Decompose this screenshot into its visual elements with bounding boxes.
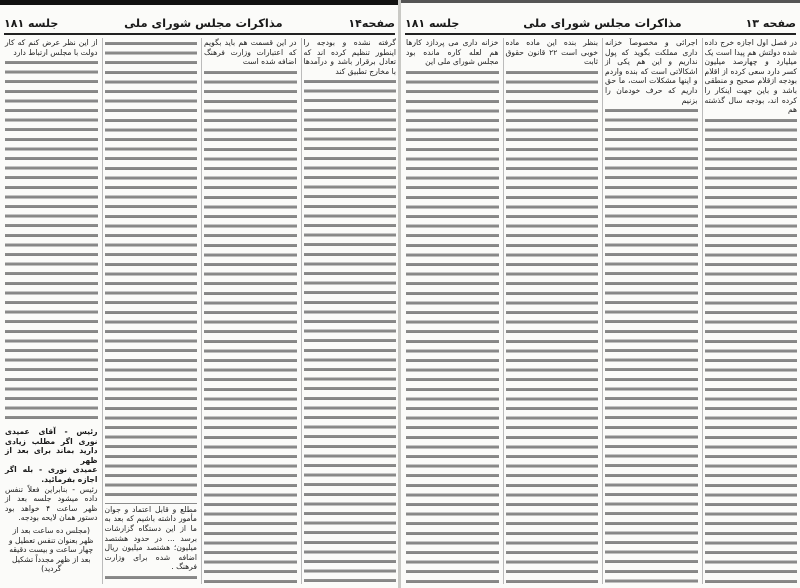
publication-title: مذاکرات مجلس شورای ملی <box>124 16 283 30</box>
text-column-3 <box>102 38 198 584</box>
text-column-4 <box>3 38 98 584</box>
speaker-line: عمیدی نوری - بله اگر اجازه بفرمائید. <box>5 465 98 485</box>
text-column-4 <box>404 38 499 584</box>
body-text <box>705 116 798 583</box>
scan-edge <box>0 0 399 5</box>
page-header <box>405 14 796 32</box>
body-text <box>5 58 98 426</box>
publication-title: مذاکرات مجلس شورای ملی <box>523 16 682 30</box>
page-number: صفحه۱۴ <box>348 16 395 30</box>
paragraph: خزانه داری می پردازد کارها هم لعله کاره مانده بود مجلس شورای ملی این <box>406 38 499 67</box>
body-text <box>406 68 499 583</box>
text-column-1 <box>301 38 397 584</box>
paragraph: رئیس - بنابراین فعلاً تنفس داده میشود جلسه بعد از ظهر ساعت ۴ خواهد بود دستور همان لایحه بودجه. <box>5 484 98 523</box>
paragraph: در این قسمت هم باید بگویم که اعتبارات وزارت فرهنگ اضافه شده است <box>204 38 297 67</box>
session-recess-note: (مجلس ده ساعت بعد از ظهر بعنوان تنفس تعطیل و چهار ساعت و بیست دقیقه بعد از ظهر مجدداً تشکیل گردید) <box>8 526 94 574</box>
left-page <box>0 0 399 588</box>
scan-edge <box>401 0 800 3</box>
body-text <box>605 106 698 583</box>
header-rule <box>4 33 395 35</box>
page-number: صفحه ۱۳ <box>745 16 796 30</box>
body-text <box>304 77 397 583</box>
text-column-2 <box>201 38 297 584</box>
paragraph: اجرائی و مخصوصاً خزانه داری مملکت بگوید که پول نداریم و این هم یکی از اشکالاتی است که بنده واردم و اینها مشکلات است، ما حق داریم که حرف خودمان را بزنیم <box>605 38 698 105</box>
paragraph: مطلع و قابل اعتماد و جوان مأمور داشته باشیم که بعد به ما از این دستگاه گزارشات برسد ... در حدود هشتصد میلیون؛ هشتصد میلیون ریال اضافه شده برای وزارت فرهنگ . <box>104 504 197 572</box>
paragraph: بنظر بنده این ماده ماده خوبی است ۲۲ قانون حقوق ثابت <box>505 38 598 67</box>
text-column-3 <box>503 38 599 584</box>
body-text <box>105 573 198 583</box>
text-columns <box>404 38 797 584</box>
text-columns <box>3 38 396 584</box>
right-page <box>401 0 800 588</box>
header-rule <box>405 33 796 35</box>
paragraph: گرفته نشده و بودجه را اینطور تنظیم کرده اند که تعادل برقرار باشد و درآمدها با مخارج تطبیق کند <box>303 38 396 76</box>
body-text <box>506 68 599 583</box>
page-header <box>4 14 395 32</box>
text-column-2 <box>602 38 698 584</box>
text-column-1 <box>702 38 798 584</box>
session-number: جلسه ۱۸۱ <box>4 16 59 30</box>
body-text <box>204 68 297 583</box>
paragraph: در فصل اول اجازه خرج داده شده دولتش هم پیدا است یک میلیارد و چهارصد میلیون کسر دارد سعی کرده از اقلام بودجه ازقلام صحیح و منطقی باشد و باین جهت اینکار را کرده اند، بودجه سال گذشته هم <box>704 38 797 115</box>
body-text <box>105 39 198 504</box>
speaker-line: رئیس - آقای عمیدی نوری اگر مطلب زیادی دارید بماند برای بعد از ظهر <box>5 427 98 465</box>
paragraph: از این نظر عرض کنم که کار دولت با مجلس ارتباط دارد <box>5 38 98 57</box>
session-number: جلسه ۱۸۱ <box>405 16 460 30</box>
